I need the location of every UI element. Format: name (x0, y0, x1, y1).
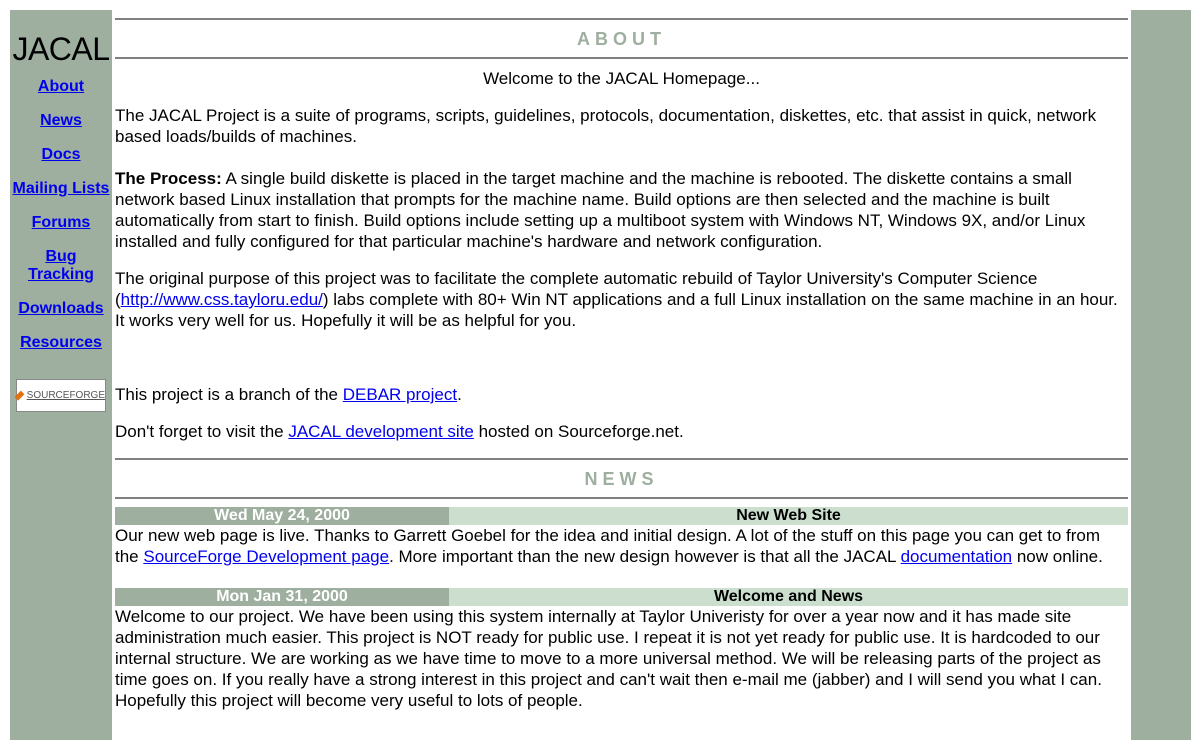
nav-resources[interactable]: Resources (20, 334, 102, 351)
sidebar-nav (10, 78, 112, 352)
nav-downloads[interactable]: Downloads (18, 300, 104, 317)
sourceforge-logo-icon (14, 391, 24, 401)
visit-paragraph: Don't forget to visit the JACAL development site hosted on Sourceforge.net. (115, 422, 684, 441)
news-headline: Welcome and News (449, 588, 1128, 606)
process-paragraph: The Process: A single build diskette is placed in the target machine and the machine is rebooted. The diskette contains a small network based Linux installation that prompts for the machine name. Build options are then selected and the machine is built automatically from start to finish. Build options include setting up a multiboot system with Windows NT, Windows 9X, and/or Linux installed and fully configured for that particular machine's hardware and network configuration. (115, 169, 1086, 251)
divider (115, 18, 1128, 20)
nav-forums[interactable]: Forums (31, 214, 91, 231)
jacal-development-site-link[interactable]: JACAL development site (288, 422, 474, 441)
nav-news[interactable]: News (40, 112, 82, 129)
news-date: Mon Jan 31, 2000 (115, 588, 449, 606)
nav-mailing-lists[interactable]: Mailing Lists (12, 180, 110, 197)
news-item-body: Our new web page is live. Thanks to Garrett Goebel for the idea and initial design. A lot of the stuff on this page you can get to from the SourceForge Development page. More important than the new design however is that all the JACAL documentation now online. (115, 526, 1103, 566)
intro-paragraph: The JACAL Project is a suite of programs, scripts, guidelines, protocols, documentation, diskettes, etc. that assist in quick, network based loads/builds of machines. (115, 106, 1097, 146)
sidebar (10, 10, 112, 740)
css-tayloru-link[interactable]: http://www.css.tayloru.edu/ (120, 290, 323, 309)
right-bar (1131, 10, 1191, 740)
branch-paragraph: This project is a branch of the DEBAR project. (115, 385, 462, 404)
divider (115, 57, 1128, 59)
nav-about[interactable]: About (37, 78, 85, 95)
documentation-link[interactable]: documentation (900, 547, 1013, 566)
divider (115, 497, 1128, 499)
debar-project-link[interactable]: DEBAR project (342, 385, 458, 404)
news-date: Wed May 24, 2000 (115, 507, 449, 525)
news-item-header (115, 588, 1128, 606)
process-label: The Process: (115, 169, 222, 188)
sourceforge-badge[interactable] (16, 379, 106, 412)
nav-bug-tracking[interactable]: Bug Tracking (28, 248, 94, 283)
sourceforge-development-page-link[interactable]: SourceForge Development page (143, 547, 390, 566)
site-logo: JACAL (12, 31, 110, 67)
main-content (115, 10, 1128, 711)
nav-docs[interactable]: Docs (41, 146, 81, 163)
welcome-text: Welcome to the JACAL Homepage... (483, 69, 760, 88)
news-item-body: Welcome to our project. We have been using this system internally at Taylor Univeristy for over a year now and it has made site administration much easier. This project is NOT ready for public use. I repeat it is not yet ready for public use. It is hardcoded to our internal structure. We are working as we have time to move to a more universal method. We will be releasing parts of the project as time goes on. If you really have a strong interest in this project and can't wait then e-mail me (jabber) and I will send you what I can. Hopefully this project will become very useful to lots of people. (115, 607, 1102, 710)
news-item-header (115, 507, 1128, 525)
purpose-paragraph: The original purpose of this project was to facilitate the complete automatic rebuild of Taylor University's Computer Science (http://www.css.tayloru.edu/) labs complete with 80+ Win NT applications and a full Linux installation on the same machine in an hour. It works very well for us. Hopefully it will be as helpful for you. (115, 269, 1118, 330)
divider (115, 458, 1128, 460)
about-section-title: ABOUT (577, 29, 666, 49)
sourceforge-badge-text: SOURCEFORGE (26, 390, 105, 401)
news-headline: New Web Site (449, 507, 1128, 525)
news-section-title: NEWS (584, 469, 659, 489)
